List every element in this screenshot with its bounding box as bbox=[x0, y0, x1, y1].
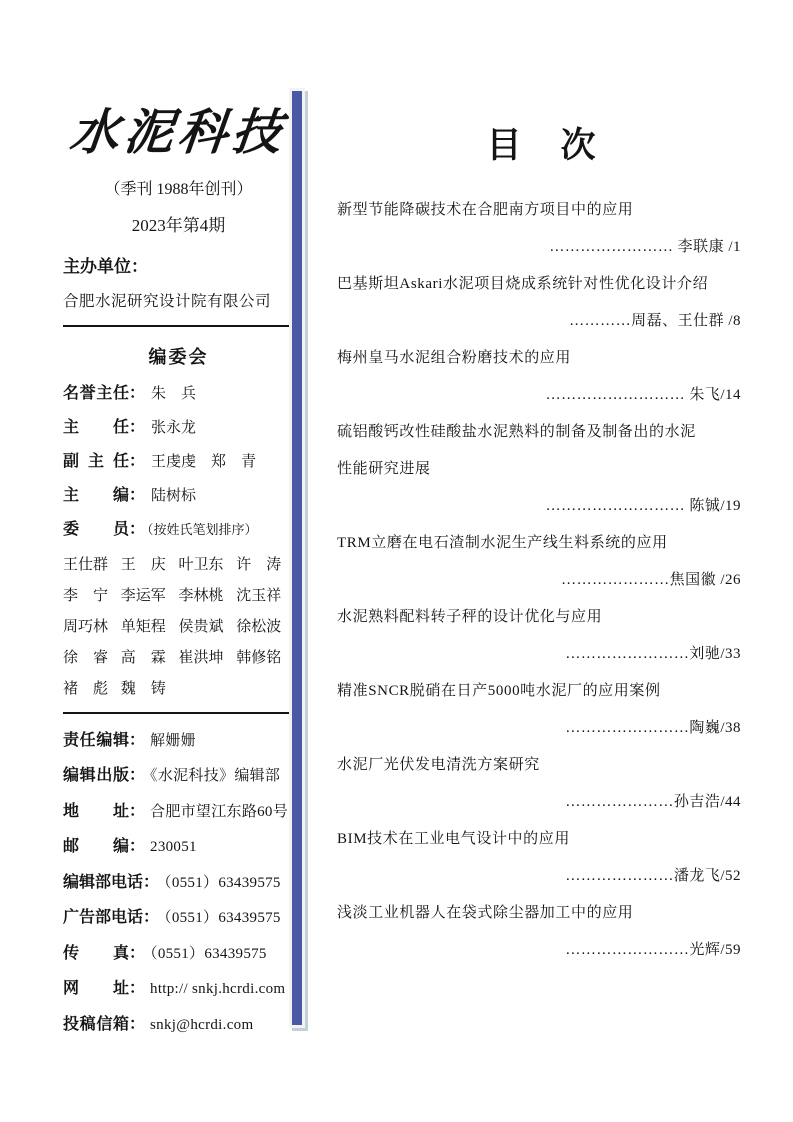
board-member: 许涛 bbox=[236, 557, 282, 573]
role-label: 名誉主任 bbox=[63, 385, 129, 402]
info-value: snkj@hcrdi.com bbox=[150, 1016, 254, 1033]
toc-entry-title: BIM技术在工业电气设计中的应用 bbox=[337, 831, 570, 847]
info-label: 广告部电话 bbox=[63, 909, 144, 926]
info-colon: ： bbox=[143, 873, 160, 891]
info-label: 地址 bbox=[63, 802, 129, 820]
info-row bbox=[63, 869, 294, 892]
role-label: 委员 bbox=[63, 521, 129, 538]
toc-entry-author: …………………潘龙飞/52 bbox=[565, 868, 741, 884]
board-member: 高霖 bbox=[120, 650, 166, 666]
board-role-row bbox=[63, 448, 294, 471]
board-member: 魏铸 bbox=[120, 681, 166, 697]
info-label: 邮编 bbox=[63, 838, 129, 855]
role-label: 主编 bbox=[63, 487, 129, 504]
info-row bbox=[63, 904, 294, 927]
toc-entry-title: TRM立磨在电石渣制水泥生产线生料系统的应用 bbox=[337, 535, 668, 551]
board-role-row bbox=[63, 516, 294, 539]
info-label: 网址 bbox=[63, 980, 129, 997]
info-label: 编辑部电话 bbox=[63, 873, 144, 891]
organizer-label-text: 主办单位 bbox=[63, 257, 131, 276]
board-member: 单矩程 bbox=[120, 619, 166, 635]
vertical-divider-bar bbox=[289, 88, 305, 1028]
info-label: 责任编辑 bbox=[63, 731, 129, 749]
info-value: http:// snkj.hcrdi.com bbox=[150, 981, 286, 997]
divider-rule-top bbox=[63, 325, 294, 327]
toc-column bbox=[337, 118, 747, 969]
toc-entry-author: ……………………光辉/59 bbox=[565, 942, 741, 958]
toc-entry bbox=[337, 673, 747, 747]
info-row bbox=[63, 1011, 294, 1034]
toc-entry bbox=[337, 192, 747, 266]
info-row bbox=[63, 940, 294, 963]
info-row bbox=[63, 833, 294, 856]
board-role-row bbox=[63, 380, 294, 403]
toc-entry-author: ……………………… 陈铖/19 bbox=[545, 498, 741, 514]
role-colon: ： bbox=[129, 453, 146, 470]
toc-entry bbox=[337, 821, 747, 895]
toc-entry-title: 巴基斯坦Askari水泥项目烧成系统针对性优化设计介绍 bbox=[337, 276, 709, 292]
info-colon: ： bbox=[129, 838, 146, 855]
info-value: （0551）63439575 bbox=[164, 910, 281, 926]
organizer-name: 合肥水泥研究设计院有限公司 bbox=[63, 293, 272, 310]
toc-entry-author: ……………………… 朱飞/14 bbox=[545, 387, 741, 403]
info-row bbox=[63, 727, 294, 750]
board-member: 叶卫东 bbox=[178, 557, 224, 573]
toc-entry bbox=[337, 747, 747, 821]
toc-entry-title: 精准SNCR脱硝在日产5000吨水泥厂的应用案例 bbox=[337, 683, 661, 699]
board-member: 王仕群 bbox=[63, 557, 109, 573]
board-member: 褚彪 bbox=[63, 681, 108, 697]
toc-entry bbox=[337, 266, 747, 340]
info-value: （0551）63439575 bbox=[164, 874, 281, 891]
info-value: （0551）63439575 bbox=[150, 945, 267, 962]
board-member: 沈玉祥 bbox=[236, 588, 282, 604]
masthead-column bbox=[63, 94, 294, 1034]
journal-subtitle: （季刊 1988年创刊） bbox=[104, 181, 253, 198]
toc-heading: 目 次 bbox=[486, 126, 598, 165]
role-label: 副主任 bbox=[63, 453, 129, 470]
role-value: 张永龙 bbox=[151, 420, 197, 436]
info-label: 编辑出版 bbox=[63, 767, 129, 784]
info-value: 解姗姗 bbox=[150, 732, 196, 749]
board-role-row bbox=[63, 482, 294, 505]
toc-entry-author: …………………孙吉浩/44 bbox=[565, 794, 741, 810]
editorial-board-heading: 编委会 bbox=[148, 347, 209, 367]
board-member: 周巧林 bbox=[63, 619, 109, 635]
toc-list bbox=[337, 192, 747, 969]
toc-entry-title: 梅州皇马水泥组合粉磨技术的应用 bbox=[337, 350, 572, 366]
info-colon: ： bbox=[129, 1015, 146, 1033]
toc-entry bbox=[337, 340, 747, 414]
toc-entry-author: …………………焦国徽 /26 bbox=[561, 572, 741, 588]
toc-entry bbox=[337, 599, 747, 673]
info-colon: ： bbox=[129, 802, 146, 820]
board-role-row bbox=[63, 414, 294, 437]
info-colon: ： bbox=[129, 767, 146, 784]
toc-entry bbox=[337, 414, 747, 525]
divider-rule-bottom bbox=[63, 712, 294, 714]
toc-entry-title: 浅淡工业机器人在袋式除尘器加工中的应用 bbox=[337, 905, 634, 921]
board-member: 徐睿 bbox=[63, 650, 108, 666]
board-members-grid bbox=[63, 553, 294, 698]
role-colon: ： bbox=[129, 521, 146, 538]
publishing-info bbox=[63, 727, 294, 1034]
toc-entry-title: 硫铝酸钙改性硅酸盐水泥熟料的制备及制备出的水泥 bbox=[337, 424, 696, 440]
info-row bbox=[63, 975, 294, 998]
role-value: 陆树标 bbox=[151, 488, 197, 504]
role-note: （按姓氏笔划排序） bbox=[147, 522, 258, 537]
role-colon: ： bbox=[129, 385, 146, 402]
board-member: 李林桃 bbox=[178, 588, 224, 604]
info-row bbox=[63, 798, 294, 821]
board-member: 李宁 bbox=[63, 588, 108, 604]
organizer-colon: ： bbox=[131, 257, 148, 276]
toc-entry-title-line2: 性能研究进展 bbox=[337, 461, 431, 477]
info-label: 投稿信箱 bbox=[63, 1015, 129, 1033]
board-member: 李运军 bbox=[120, 588, 166, 604]
role-value: 朱 兵 bbox=[151, 386, 197, 402]
journal-title: 水泥科技 bbox=[67, 105, 290, 160]
board-member: 崔洪坤 bbox=[178, 650, 224, 666]
board-member: 侯贵斌 bbox=[178, 619, 224, 635]
board-member: 王庆 bbox=[120, 557, 166, 573]
info-colon: ： bbox=[129, 980, 146, 997]
info-colon: ： bbox=[129, 944, 146, 962]
info-label: 传真 bbox=[63, 944, 129, 962]
role-colon: ： bbox=[129, 419, 146, 436]
journal-issue: 2023年第4期 bbox=[131, 216, 226, 235]
role-label: 主任 bbox=[63, 419, 129, 436]
info-value: 230051 bbox=[150, 839, 197, 855]
info-value: 《水泥科技》编辑部 bbox=[150, 768, 281, 784]
toc-entry-title: 水泥厂光伏发电清洗方案研究 bbox=[337, 757, 540, 773]
role-colon: ： bbox=[129, 487, 146, 504]
info-colon: ： bbox=[129, 731, 146, 749]
info-value: 合肥市望江东路60号 bbox=[150, 803, 289, 820]
info-colon: ： bbox=[143, 909, 160, 926]
role-value: 王虔虔 郑 青 bbox=[151, 454, 257, 470]
info-row bbox=[63, 762, 294, 785]
toc-entry-author: ……………………陶巍/38 bbox=[565, 720, 741, 736]
organizer-label bbox=[63, 252, 294, 277]
toc-entry-title: 水泥熟料配料转子秤的设计优化与应用 bbox=[337, 609, 603, 625]
board-member: 韩修铭 bbox=[236, 650, 282, 666]
toc-entry-author: …………周磊、王仕群 /8 bbox=[569, 313, 741, 329]
board-member: 徐松波 bbox=[236, 619, 282, 635]
toc-entry-author: …………………… 李联康 /1 bbox=[549, 239, 741, 255]
toc-entry bbox=[337, 895, 747, 969]
toc-entry-title: 新型节能降碳技术在合肥南方项目中的应用 bbox=[337, 202, 634, 218]
toc-entry bbox=[337, 525, 747, 599]
toc-entry-author: ……………………刘驰/33 bbox=[565, 646, 741, 662]
